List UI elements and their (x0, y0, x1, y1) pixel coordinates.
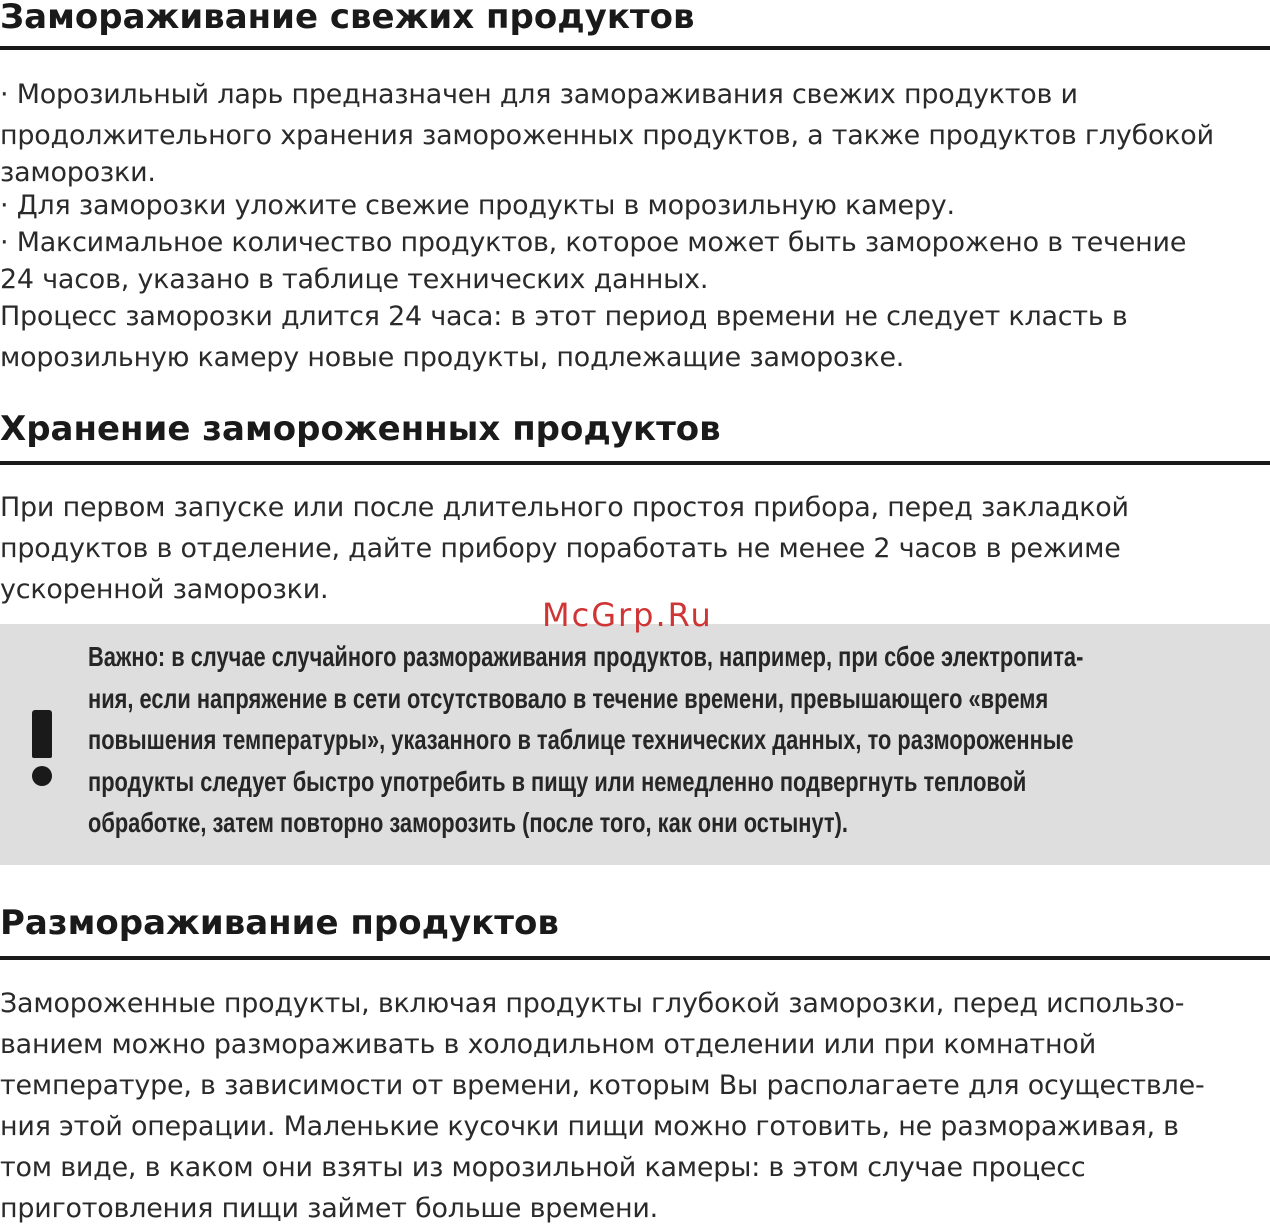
paragraph-line: продолжительного хранения замороженных продуктов, а также продуктов глубокой (0, 120, 1214, 151)
paragraph-line: Процесс заморозки длится 24 часа: в этот период времени не следует класть в (0, 301, 1128, 332)
section-title-freezing: Замораживание свежих продуктов (0, 0, 695, 37)
paragraph-line: При первом запуске или после длительного простоя прибора, перед закладкой (0, 492, 1129, 523)
section-divider (0, 46, 1270, 50)
section-divider (0, 461, 1270, 465)
paragraph-line: ния этой операции. Маленькие кусочки пищи можно готовить, не размораживая, в (0, 1111, 1179, 1142)
paragraph-line: · Для заморозки уложите свежие продукты в морозильную камеру. (0, 190, 955, 221)
paragraph-line: продуктов в отделение, дайте прибору поработать не менее 2 часов в режиме (0, 533, 1121, 564)
paragraph-line: морозильную камеру новые продукты, подлежащие заморозке. (0, 342, 905, 373)
warning-line: Важно: в случае случайного размораживания продуктов, например, при сбое электропита- (88, 641, 1084, 672)
paragraph-line: заморозки. (0, 157, 156, 188)
section-body-freezing (0, 74, 1270, 378)
paragraph-line: Замороженные продукты, включая продукты глубокой заморозки, перед использо- (0, 988, 1185, 1019)
section-title-storage: Хранение замороженных продуктов (0, 409, 721, 449)
paragraph-line: температуре, в зависимости от времени, которым Вы располагаете для осуществле- (0, 1070, 1205, 1101)
paragraph-line: · Морозильный ларь предназначен для замораживания свежих продуктов и (0, 79, 1078, 110)
section-divider (0, 956, 1270, 960)
warning-line: обработке, затем повторно заморозить (после того, как они остынут). (88, 807, 848, 838)
warning-text (88, 636, 1083, 844)
paragraph-line: ванием можно размораживать в холодильном отделении или при комнатной (0, 1029, 1096, 1060)
section-body-defrosting (0, 983, 1270, 1229)
watermark: McGrp.Ru (542, 596, 713, 634)
paragraph-line: том виде, в каком они взяты из морозильной камеры: в этом случае процесс (0, 1152, 1086, 1183)
warning-line: продукты следует быстро употребить в пищу или немедленно подвергнуть тепловой (88, 765, 1027, 797)
paragraph-line: приготовления пищи займет больше времени. (0, 1193, 658, 1224)
paragraph-line: ускоренной заморозки. (0, 574, 329, 605)
section-body-storage (0, 487, 1270, 610)
paragraph-line: 24 часов, указано в таблице технических данных. (0, 264, 709, 295)
section-title-defrosting: Размораживание продуктов (0, 903, 559, 943)
paragraph-line: · Максимальное количество продуктов, которое может быть заморожено в течение (0, 227, 1187, 258)
exclamation-icon (29, 710, 55, 786)
warning-line: повышения температуры», указанного в таблице технических данных, то размороженные (88, 724, 1074, 755)
warning-line: ния, если напряжение в сети отсутствовало в течение времени, превышающего «время (88, 682, 1049, 714)
